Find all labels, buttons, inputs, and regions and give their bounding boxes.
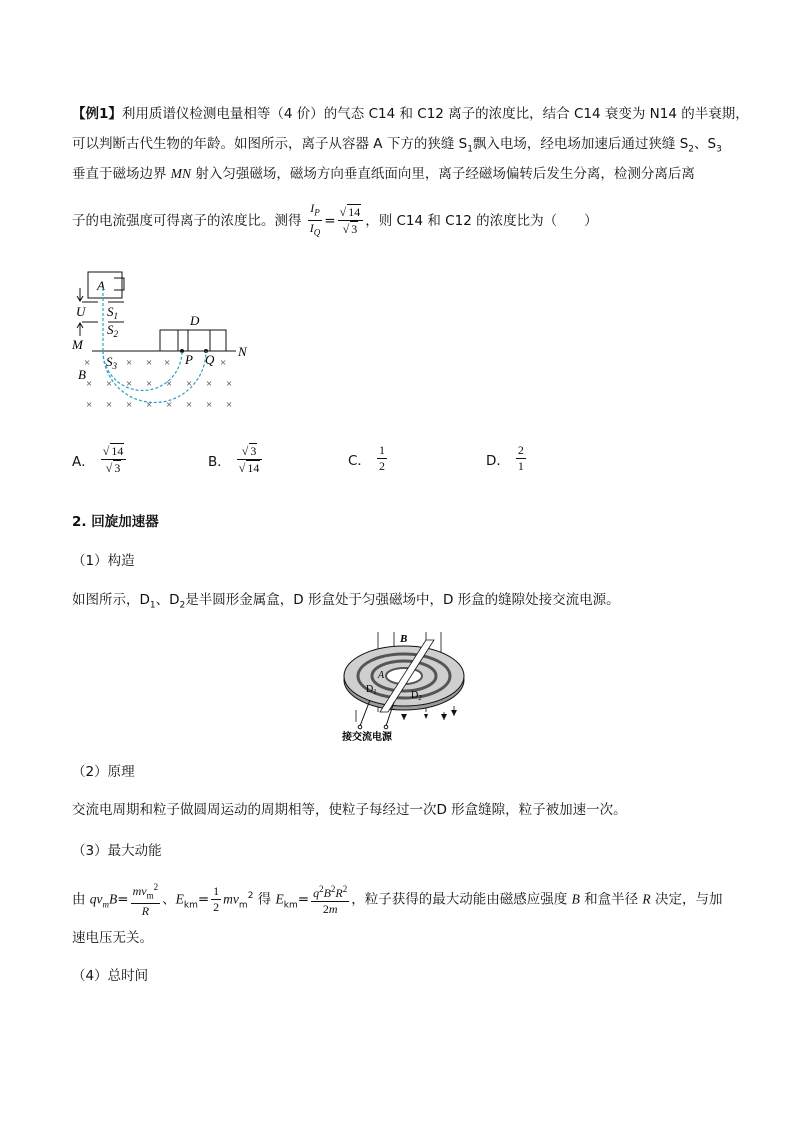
svg-text:×: × xyxy=(126,378,133,390)
svg-text:×: × xyxy=(226,399,233,411)
svg-text:×: × xyxy=(226,378,233,390)
label-M: M xyxy=(72,337,83,352)
label-Q: Q xyxy=(205,352,215,367)
svg-text:S1: $S_1$ xyxy=(107,304,118,321)
label-P: P xyxy=(185,352,193,367)
example-line-4: 子的电流强度可得离子的浓度比。测得 $\frac{I_P}{I_Q}$ = $\frac{√ 14}{√ 3}$ ，则 C14 和 C12 的浓度比为（ ） xyxy=(72,201,598,241)
svg-text:×: × xyxy=(86,399,93,411)
svg-text:×: × xyxy=(146,399,153,411)
svg-text:×: × xyxy=(206,378,213,390)
svg-text:×: × xyxy=(206,399,213,411)
mass-spectrometer-figure xyxy=(70,268,260,416)
svg-text:×: × xyxy=(86,378,93,390)
cyclotron-figure xyxy=(336,630,466,742)
svg-text:×: × xyxy=(186,399,193,411)
p3-formula-line: 由 $qv_mB=$ $\frac{mv_m^2}{R}$ 、$E_{km}=$ $\frac{1}{2}$ $mv_m^2$ 得 $E_{km}=$ $\frac{q^2B^2R^2}{2m}$ ，粒子获得的最大动能由磁感应强度 B 和盒半径 R 决定，与加 xyxy=(72,882,723,919)
option-d[interactable]: D． $\frac{2}{1}$ xyxy=(486,443,524,473)
svg-text:×: × xyxy=(146,378,153,390)
option-c[interactable]: C． $\frac{1}{2}$ xyxy=(348,443,385,473)
option-b[interactable]: B． $\frac{√ 3}{√ 14}$ xyxy=(208,443,264,476)
svg-text:D1: $D_1$ xyxy=(366,684,377,696)
svg-text:S2: $S_2$ xyxy=(107,322,118,339)
svg-text:×: × xyxy=(106,399,113,411)
label-B: B xyxy=(78,367,86,382)
p1-title: （1）构造 xyxy=(72,553,135,569)
current-ratio-value: $\frac{√ 14}{√ 3}$ xyxy=(338,204,364,237)
example-line-1: 【例1】利用质谱仪检测电量相等（4 价）的气态 C14 和 C12 离子的浓度比，结合 C14 衰变为 N14 的半衰期， xyxy=(72,106,749,122)
cyclotron-caption: 接交流电源 xyxy=(342,732,392,742)
p2-text: 交流电周期和粒子做圆周运动的周期相等，使粒子每经过一次D 形盒缝隙，粒子被加速一次。 xyxy=(72,802,627,818)
label-U: U xyxy=(76,304,86,319)
p1-text: 如图所示，$D_1$、$D_2$是半圆形金属盒，D 形盒处于匀强磁场中，D 形盒的缝隙处接交流电源。 xyxy=(72,592,620,611)
label-A: A xyxy=(378,670,385,681)
p2-title: （2）原理 xyxy=(72,764,135,780)
svg-text:×: × xyxy=(126,357,133,369)
option-a[interactable]: A． $\frac{√ 14}{√ 3}$ xyxy=(72,443,128,476)
svg-text:×: × xyxy=(146,357,153,369)
p4-title: （4）总时间 xyxy=(72,968,149,984)
label-S3: S xyxy=(106,354,113,369)
label-S2: S xyxy=(107,322,114,337)
label-S1: S xyxy=(107,304,114,319)
label-B: B xyxy=(400,633,408,645)
example-line-3: 垂直于磁场边界 MN 射入匀强磁场，磁场方向垂直纸面向里，离子经磁场偏转后发生分离，检测分离后离 xyxy=(72,166,695,182)
p3-text-line-2: 速电压无关。 xyxy=(72,930,153,946)
svg-text:×: × xyxy=(166,378,173,390)
section-heading: 2. 回旋加速器 xyxy=(72,514,159,530)
svg-text:×: × xyxy=(106,378,113,390)
example-line-2: 可以判断古代生物的年龄。如图所示，离子从容器 A 下方的狭缝 $S_1$飘入电场，经电场加速后通过狭缝 $S_2$、$S_3$ xyxy=(72,136,722,155)
svg-text:S3: $S_3$ xyxy=(106,354,117,371)
p3-title: （3）最大动能 xyxy=(72,843,162,859)
example-tag: 【例1】 xyxy=(72,106,122,122)
current-ratio: $\frac{I_P}{I_Q}$ xyxy=(309,201,321,238)
svg-text:×: × xyxy=(84,357,91,369)
svg-text:×: × xyxy=(220,357,227,369)
label-D1: D xyxy=(366,684,374,695)
svg-text:D2: $D_2$ xyxy=(411,690,422,702)
label-D: D xyxy=(190,313,200,328)
label-A: A xyxy=(97,278,105,293)
label-D2: D xyxy=(411,690,419,701)
svg-text:×: × xyxy=(166,399,173,411)
label-N: N xyxy=(238,344,247,359)
svg-text:×: × xyxy=(126,399,133,411)
svg-text:×: × xyxy=(186,378,193,390)
svg-text:×: × xyxy=(164,357,171,369)
